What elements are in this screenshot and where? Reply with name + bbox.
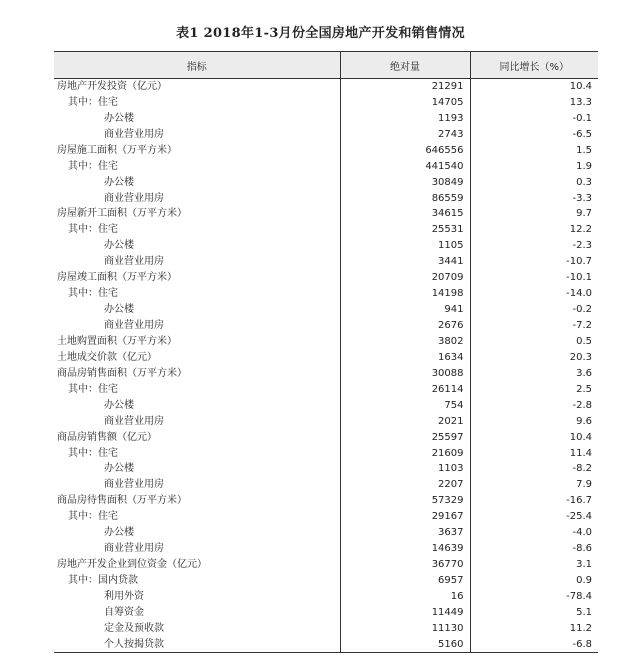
table-row xyxy=(54,190,598,206)
row-label-cell xyxy=(54,126,340,142)
row-growth: 3.1 xyxy=(470,557,598,573)
row-value: 2207 xyxy=(340,477,470,493)
row-label-cell xyxy=(54,270,340,286)
row-value: 6957 xyxy=(340,573,470,589)
row-label-cell xyxy=(54,477,340,493)
row-value: 16 xyxy=(340,589,470,605)
table-row xyxy=(54,174,598,190)
row-label-cell xyxy=(54,445,340,461)
row-label-cell xyxy=(54,158,340,174)
row-growth: -4.0 xyxy=(470,525,598,541)
row-label-cell xyxy=(54,222,340,238)
table-row xyxy=(54,158,598,174)
table-row xyxy=(54,79,598,95)
row-value: 30088 xyxy=(340,365,470,381)
row-label: 自筹资金 xyxy=(104,606,144,618)
row-growth: 0.3 xyxy=(470,174,598,190)
row-value: 14198 xyxy=(340,286,470,302)
row-label-cell xyxy=(54,557,340,573)
row-label: 其中：住宅 xyxy=(68,224,118,236)
table-row xyxy=(54,238,598,254)
row-label: 房地产开发企业到位资金（亿元） xyxy=(57,559,207,571)
row-label: 其中：国内贷款 xyxy=(68,575,138,587)
row-value: 14705 xyxy=(340,94,470,110)
row-value: 34615 xyxy=(340,206,470,222)
row-label: 房屋竣工面积（万平方米） xyxy=(57,272,177,284)
row-growth: 11.2 xyxy=(470,620,598,636)
header-indicator: 指标 xyxy=(54,52,340,79)
row-value: 11130 xyxy=(340,620,470,636)
header-absolute: 绝对量 xyxy=(340,52,470,79)
row-label: 土地购置面积（万平方米） xyxy=(57,335,177,347)
table-row xyxy=(54,620,598,636)
row-value: 754 xyxy=(340,397,470,413)
row-label: 商业营业用房 xyxy=(104,256,164,268)
row-growth: -8.2 xyxy=(470,461,598,477)
table-row xyxy=(54,318,598,334)
row-label-cell xyxy=(54,286,340,302)
row-value: 25597 xyxy=(340,429,470,445)
table-title: 表1 2018年1-3月份全国房地产开发和销售情况 xyxy=(176,26,465,41)
row-value: 1105 xyxy=(340,238,470,254)
table-row xyxy=(54,206,598,222)
row-label: 利用外资 xyxy=(104,590,144,602)
row-growth: 9.6 xyxy=(470,413,598,429)
row-label: 商业营业用房 xyxy=(104,320,164,332)
row-label-cell xyxy=(54,110,340,126)
row-value: 941 xyxy=(340,302,470,318)
row-label-cell xyxy=(54,636,340,652)
row-label: 办公楼 xyxy=(104,527,134,539)
row-label: 其中：住宅 xyxy=(68,160,118,172)
table-row xyxy=(54,573,598,589)
table-row xyxy=(54,222,598,238)
row-growth: 9.7 xyxy=(470,206,598,222)
table-row xyxy=(54,557,598,573)
table-row xyxy=(54,302,598,318)
row-growth: 20.3 xyxy=(470,349,598,365)
row-label-cell xyxy=(54,79,340,95)
row-value: 25531 xyxy=(340,222,470,238)
row-value: 21609 xyxy=(340,445,470,461)
row-value: 20709 xyxy=(340,270,470,286)
row-value: 646556 xyxy=(340,142,470,158)
row-growth: -0.1 xyxy=(470,110,598,126)
row-value: 3802 xyxy=(340,334,470,350)
table-row xyxy=(54,509,598,525)
row-label: 商业营业用房 xyxy=(104,192,164,204)
row-growth: -6.5 xyxy=(470,126,598,142)
table-row xyxy=(54,110,598,126)
row-label: 办公楼 xyxy=(104,112,134,124)
row-value: 26114 xyxy=(340,381,470,397)
row-label-cell xyxy=(54,573,340,589)
row-label: 办公楼 xyxy=(104,304,134,316)
table-row xyxy=(54,286,598,302)
table-body xyxy=(54,79,598,653)
row-label: 定金及预收款 xyxy=(104,622,164,634)
table-row xyxy=(54,413,598,429)
header-row xyxy=(54,52,598,79)
row-label: 商业营业用房 xyxy=(104,128,164,140)
row-value: 3637 xyxy=(340,525,470,541)
table-row xyxy=(54,349,598,365)
row-growth: -7.2 xyxy=(470,318,598,334)
row-label-cell xyxy=(54,509,340,525)
row-value: 29167 xyxy=(340,509,470,525)
row-growth: -16.7 xyxy=(470,493,598,509)
row-label-cell xyxy=(54,589,340,605)
row-label-cell xyxy=(54,461,340,477)
row-label-cell xyxy=(54,318,340,334)
row-value: 86559 xyxy=(340,190,470,206)
row-value: 1634 xyxy=(340,349,470,365)
table-row xyxy=(54,94,598,110)
table-row xyxy=(54,142,598,158)
row-label: 商业营业用房 xyxy=(104,543,164,555)
row-label: 房屋施工面积（万平方米） xyxy=(57,144,177,156)
table-row xyxy=(54,525,598,541)
row-value: 1103 xyxy=(340,461,470,477)
table-row xyxy=(54,381,598,397)
table-row xyxy=(54,541,598,557)
table-row xyxy=(54,493,598,509)
row-growth: -2.3 xyxy=(470,238,598,254)
row-label-cell xyxy=(54,541,340,557)
row-value: 57329 xyxy=(340,493,470,509)
row-label-cell xyxy=(54,142,340,158)
table-row xyxy=(54,589,598,605)
row-growth: 13.3 xyxy=(470,94,598,110)
row-growth: -78.4 xyxy=(470,589,598,605)
row-growth: -8.6 xyxy=(470,541,598,557)
row-growth: 10.4 xyxy=(470,429,598,445)
row-value: 2676 xyxy=(340,318,470,334)
row-label: 其中：住宅 xyxy=(68,288,118,300)
row-label: 商品房销售额（亿元） xyxy=(57,431,157,443)
row-label: 个人按揭贷款 xyxy=(104,638,164,650)
row-value: 11449 xyxy=(340,604,470,620)
row-label-cell xyxy=(54,190,340,206)
row-growth: -14.0 xyxy=(470,286,598,302)
row-value: 21291 xyxy=(340,79,470,95)
table-row xyxy=(54,461,598,477)
row-label-cell xyxy=(54,413,340,429)
row-label-cell xyxy=(54,206,340,222)
row-growth: -2.8 xyxy=(470,397,598,413)
row-growth: 11.4 xyxy=(470,445,598,461)
row-growth: 7.9 xyxy=(470,477,598,493)
row-label: 其中：住宅 xyxy=(68,383,118,395)
table-row xyxy=(54,636,598,652)
row-label: 其中：住宅 xyxy=(68,447,118,459)
row-label: 商业营业用房 xyxy=(104,479,164,491)
table-row xyxy=(54,334,598,350)
row-value: 3441 xyxy=(340,254,470,270)
row-label: 办公楼 xyxy=(104,240,134,252)
table-row xyxy=(54,604,598,620)
row-growth: 2.5 xyxy=(470,381,598,397)
row-label-cell xyxy=(54,397,340,413)
row-label-cell xyxy=(54,302,340,318)
row-value: 36770 xyxy=(340,557,470,573)
row-growth: -6.8 xyxy=(470,636,598,652)
row-growth: -25.4 xyxy=(470,509,598,525)
row-value: 5160 xyxy=(340,636,470,652)
row-label-cell xyxy=(54,334,340,350)
row-value: 2743 xyxy=(340,126,470,142)
table-row xyxy=(54,126,598,142)
row-growth: -0.2 xyxy=(470,302,598,318)
row-label: 房屋新开工面积（万平方米） xyxy=(57,208,187,220)
table-row xyxy=(54,270,598,286)
row-label: 商业营业用房 xyxy=(104,415,164,427)
row-value: 2021 xyxy=(340,413,470,429)
row-label: 房地产开发投资（亿元） xyxy=(57,81,167,93)
row-label-cell xyxy=(54,525,340,541)
row-label-cell xyxy=(54,429,340,445)
table-row xyxy=(54,365,598,381)
row-growth: 3.6 xyxy=(470,365,598,381)
row-growth: 10.4 xyxy=(470,79,598,95)
data-table xyxy=(54,51,598,653)
row-label: 其中：住宅 xyxy=(68,96,118,108)
row-label: 其中：住宅 xyxy=(68,511,118,523)
row-label: 商品房销售面积（万平方米） xyxy=(57,367,187,379)
row-label: 办公楼 xyxy=(104,463,134,475)
table-row xyxy=(54,429,598,445)
row-value: 30849 xyxy=(340,174,470,190)
row-value: 441540 xyxy=(340,158,470,174)
row-growth: 1.5 xyxy=(470,142,598,158)
table-row xyxy=(54,397,598,413)
row-label-cell xyxy=(54,493,340,509)
row-label-cell xyxy=(54,94,340,110)
table-row xyxy=(54,477,598,493)
row-growth: -3.3 xyxy=(470,190,598,206)
table-row xyxy=(54,445,598,461)
row-growth: 5.1 xyxy=(470,604,598,620)
row-label: 办公楼 xyxy=(104,399,134,411)
table-row xyxy=(54,254,598,270)
row-growth: 0.5 xyxy=(470,334,598,350)
row-growth: -10.1 xyxy=(470,270,598,286)
row-growth: -10.7 xyxy=(470,254,598,270)
row-value: 14639 xyxy=(340,541,470,557)
row-value: 1193 xyxy=(340,110,470,126)
row-label-cell xyxy=(54,604,340,620)
row-label-cell xyxy=(54,174,340,190)
row-growth: 12.2 xyxy=(470,222,598,238)
row-label-cell xyxy=(54,620,340,636)
row-growth: 1.9 xyxy=(470,158,598,174)
row-label: 商品房待售面积（万平方米） xyxy=(57,495,187,507)
row-label: 土地成交价款（亿元） xyxy=(57,351,157,363)
row-growth: 0.9 xyxy=(470,573,598,589)
header-growth: 同比增长（%） xyxy=(470,52,598,79)
row-label-cell xyxy=(54,254,340,270)
row-label-cell xyxy=(54,238,340,254)
row-label-cell xyxy=(54,365,340,381)
row-label-cell xyxy=(54,349,340,365)
row-label: 办公楼 xyxy=(104,176,134,188)
row-label-cell xyxy=(54,381,340,397)
